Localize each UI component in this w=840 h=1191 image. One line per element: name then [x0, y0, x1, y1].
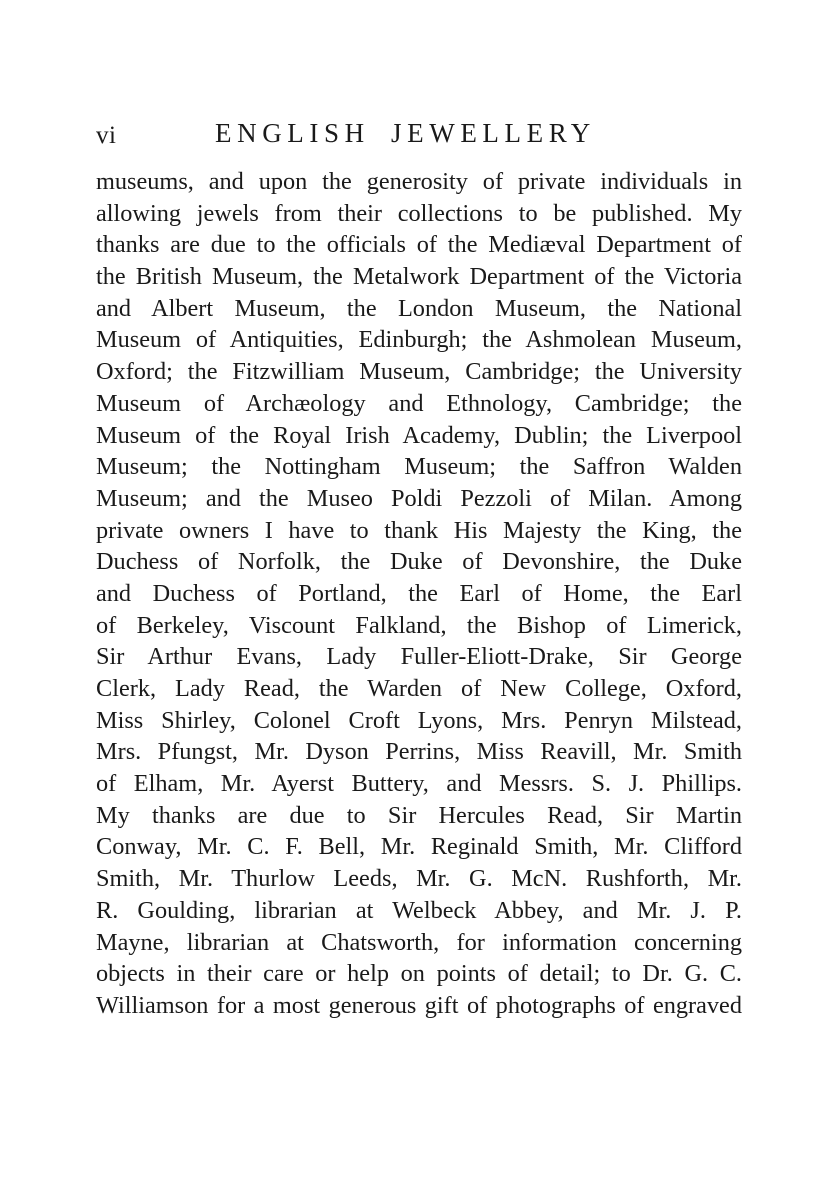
text-line: Museum of the Royal Irish Academy, Dublin; the Liverpool	[96, 421, 742, 449]
text-line: Museum; the Nottingham Museum; the Saffron Walden	[96, 453, 742, 481]
text-line: Museum of Antiquities, Edinburgh; the Ashmolean Museum,	[96, 326, 742, 354]
running-title: ENGLISH JEWELLERY	[215, 118, 596, 148]
text-line: Museum; and the Museo Poldi Pezzoli of Milan. Among	[96, 484, 742, 512]
text-line: museums, and upon the generosity of private individuals in	[96, 168, 742, 195]
text-line: Conway, Mr. C. F. Bell, Mr. Reginald Smith, Mr. Clifford	[96, 833, 742, 861]
text-line: Sir Arthur Evans, Lady Fuller-Eliott-Drake, Sir George	[96, 643, 742, 671]
body-text	[96, 166, 742, 1022]
text-line: R. Goulding, librarian at Welbeck Abbey, and Mr. J. P.	[96, 896, 742, 924]
book-page	[96, 118, 742, 1022]
text-line: Oxford; the Fitzwilliam Museum, Cambridge; the University	[96, 358, 742, 386]
text-line: the British Museum, the Metalwork Department of the Victoria	[96, 263, 742, 291]
running-head	[96, 118, 742, 158]
text-line: and Albert Museum, the London Museum, the National	[96, 294, 742, 322]
text-line: private owners I have to thank His Majesty the King, the	[96, 516, 742, 544]
text-line: Duchess of Norfolk, the Duke of Devonshire, the Duke	[96, 548, 742, 576]
text-line: Williamson for a most generous gift of photographs of engraved	[96, 991, 742, 1019]
text-line: objects in their care or help on points of detail; to Dr. G. C.	[96, 960, 742, 988]
text-line: Clerk, Lady Read, the Warden of New College, Oxford,	[96, 675, 742, 702]
text-line: Mrs. Pfungst, Mr. Dyson Perrins, Miss Reavill, Mr. Smith	[96, 738, 742, 766]
text-line: My thanks are due to Sir Hercules Read, Sir Martin	[96, 801, 742, 829]
text-line: Mayne, librarian at Chatsworth, for information concerning	[96, 928, 742, 956]
page-number: vi	[96, 122, 117, 149]
text-line: Smith, Mr. Thurlow Leeds, Mr. G. McN. Rushforth, Mr.	[96, 865, 742, 893]
text-line: and Duchess of Portland, the Earl of Home, the Earl	[96, 579, 742, 607]
text-line: thanks are due to the officials of the Mediæval Department of	[96, 231, 742, 259]
text-line: of Elham, Mr. Ayerst Buttery, and Messrs. S. J. Phillips.	[96, 770, 742, 798]
text-line: Miss Shirley, Colonel Croft Lyons, Mrs. Penryn Milstead,	[96, 706, 742, 734]
text-line: allowing jewels from their collections to be published. My	[96, 199, 742, 227]
text-line: of Berkeley, Viscount Falkland, the Bishop of Limerick,	[96, 611, 742, 639]
text-line: Museum of Archæology and Ethnology, Cambridge; the	[96, 389, 742, 417]
